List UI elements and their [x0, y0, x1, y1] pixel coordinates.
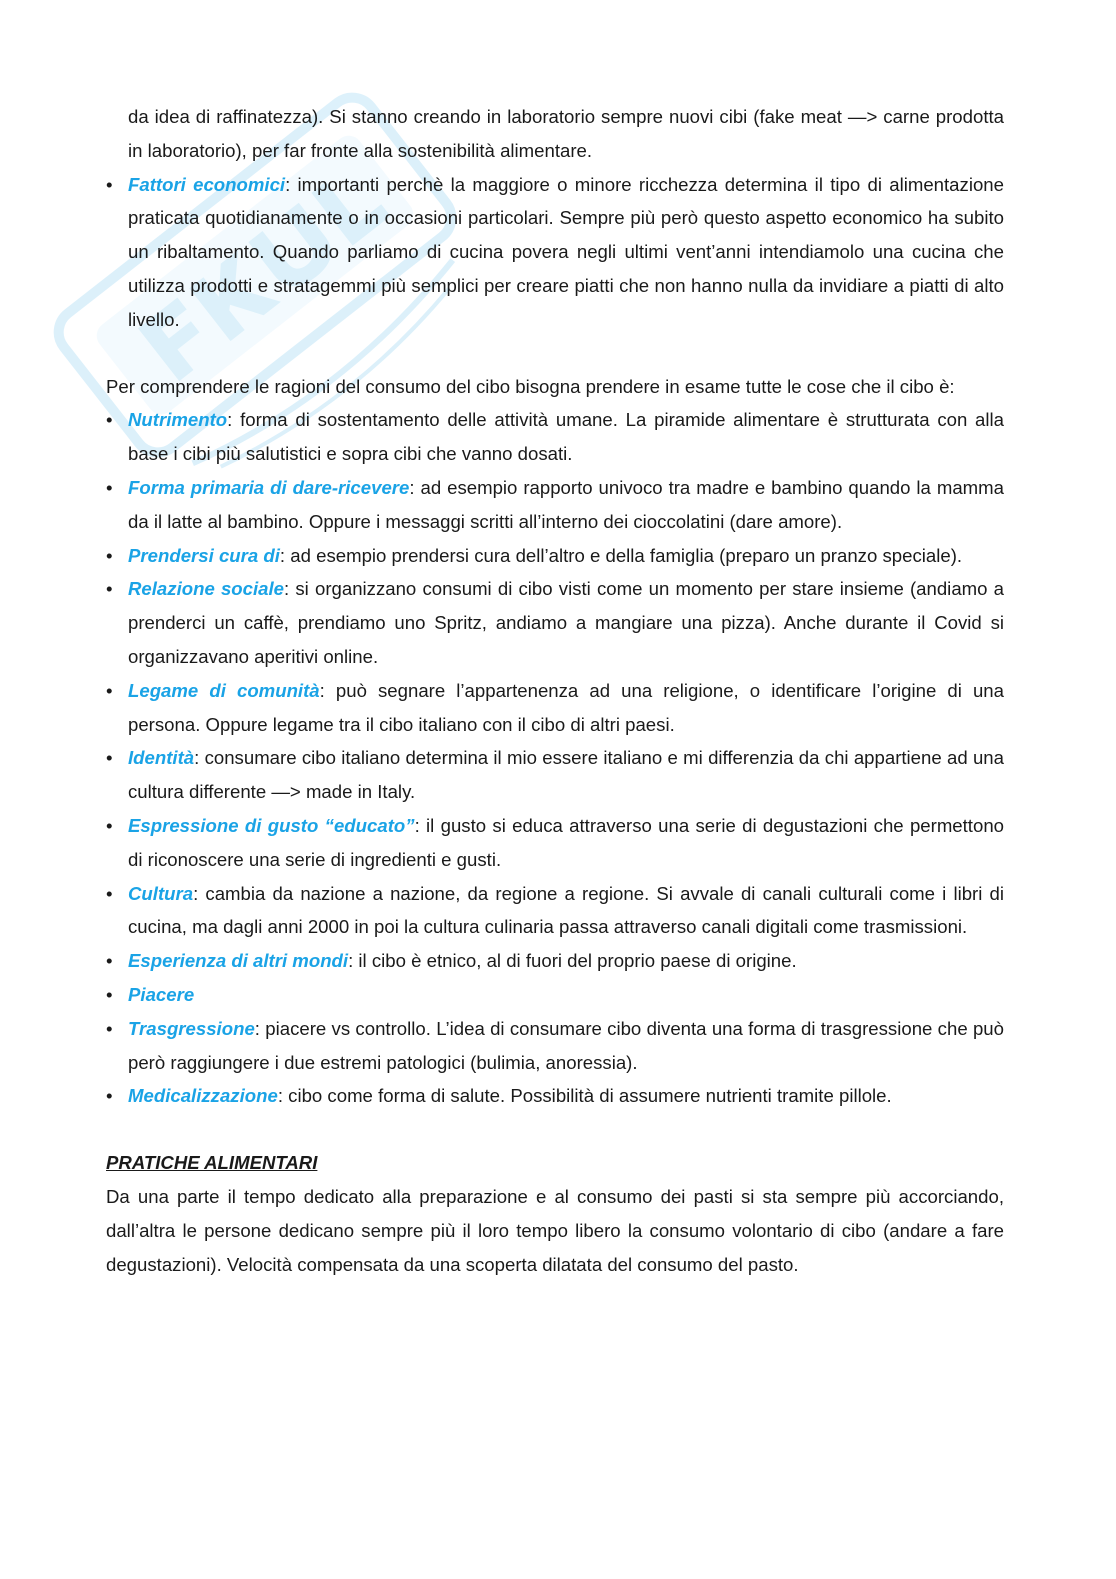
list-text: : si organizzano consumi di cibo visti come un momento per stare insieme (andiamo a prenderci un caffè, prendiamo uno Spritz, andiamo a mangiare una pizza). Anche durante il Covid si organizzavano aperitivi online. — [128, 578, 1005, 667]
list-item — [106, 877, 1004, 945]
list-text: : ad esempio prendersi cura dell’altro e della famiglia (preparo un pranzo speciale). — [279, 544, 963, 566]
list-item — [106, 674, 1004, 742]
spacer — [106, 1113, 1004, 1146]
list-item — [106, 403, 1004, 471]
list-term: Piacere — [128, 983, 195, 1005]
list-text: : forma di sostentamento delle attività umane. La piramide alimentare è strutturata con alla base i cibi più salutistici e sopra cibi che vanno dosati. — [128, 409, 1004, 465]
list-text: : importanti perchè la maggiore o minore ricchezza determina il tipo di alimentazione praticata quotidianamente o in occasioni particolari. Sempre più però questo aspetto economico ha subito un ribaltamento. Quando parliamo di cucina povera negli ultimi vent’anni intendiamolo una cucina che utilizza prodotti e stratagemmi più semplici per creare piatti che non hanno nulla da invidiare a piatti di alto livello. — [128, 173, 1004, 330]
list-item — [106, 944, 1004, 978]
list-term: Identità — [128, 747, 195, 769]
section-body: Da una parte il tempo dedicato alla preparazione e al consumo dei pasti si sta sempre più accorciando, dall’altra le persone dedicano sempre più il loro tempo libero la consumo volontario di cibo (andare a fare degustazioni). Velocità compensata da una scoperta dilatata del consumo del pasto. — [106, 1185, 1004, 1275]
document-page — [106, 100, 1004, 1281]
list-item — [106, 809, 1004, 877]
list-text: : ad esempio rapporto univoco tra madre e bambino quando la mamma da il latte al bambino. Oppure i messaggi scritti all’interno dei cioccolatini (dare amore). — [128, 476, 1004, 532]
list-text: : può segnare l’appartenenza ad una religione, o identificare l’origine di una persona. Oppure legame tra il cibo italiano con il cibo di altri paesi. — [128, 679, 1004, 735]
food-meanings-list — [106, 403, 1004, 1113]
list-term: Espressione di gusto “educato” — [128, 814, 415, 836]
list-term: Esperienza di altri mondi — [128, 950, 349, 972]
list-item — [106, 1012, 1004, 1080]
list-item — [106, 539, 1004, 573]
spacer — [106, 337, 1004, 370]
list-text: : cibo come forma di salute. Possibilità di assumere nutrienti tramite pillole. — [277, 1085, 892, 1107]
list-term: Cultura — [128, 882, 194, 904]
continuation-paragraph: da idea di raffinatezza). Si stanno creando in laboratorio sempre nuovi cibi (fake meat —> carne prodotta in laboratorio), per far fronte alla sostenibilità alimentare. — [128, 106, 1004, 161]
list-item — [106, 572, 1004, 673]
list-term: Medicalizzazione — [128, 1085, 278, 1107]
list-text: : il gusto si educa attraverso una serie di degustazioni che permettono di riconoscere una serie di ingredienti e gusti. — [128, 814, 1004, 870]
list-term: Fattori economici — [128, 173, 286, 195]
list-text: : piacere vs controllo. L’idea di consumare cibo diventa una forma di trasgressione che può però raggiungere i due estremi patologici (bulimia, anoressia). — [128, 1017, 1004, 1073]
list-item — [106, 1079, 1004, 1113]
section-heading: PRATICHE ALIMENTARI — [106, 1152, 318, 1174]
intro-paragraph: Per comprendere le ragioni del consumo del cibo bisogna prendere in esame tutte le cose che il cibo è: — [106, 375, 955, 397]
list-text: : cambia da nazione a nazione, da regione a regione. Si avvale di canali culturali come i libri di cucina, ma dagli anni 2000 in poi la cultura culinaria passa attraverso canali digitali come trasmissioni. — [128, 882, 1004, 938]
list-term: Legame di comunità — [128, 679, 320, 701]
list-item — [106, 168, 1004, 337]
list-item — [106, 741, 1004, 809]
list-text: : consumare cibo italiano determina il mio essere italiano e mi differenzia da chi appartiene ad una cultura differente —> made in Italy. — [128, 747, 1004, 803]
list-term: Trasgressione — [128, 1017, 255, 1039]
economic-factors-list — [106, 168, 1004, 337]
list-term: Forma primaria di dare-ricevere — [128, 476, 410, 498]
list-item — [106, 978, 1004, 1012]
list-term: Prendersi cura di — [128, 544, 280, 566]
list-item — [106, 471, 1004, 539]
list-text: : il cibo è etnico, al di fuori del proprio paese di origine. — [348, 950, 797, 972]
list-term: Relazione sociale — [128, 578, 285, 600]
list-term: Nutrimento — [128, 409, 228, 431]
